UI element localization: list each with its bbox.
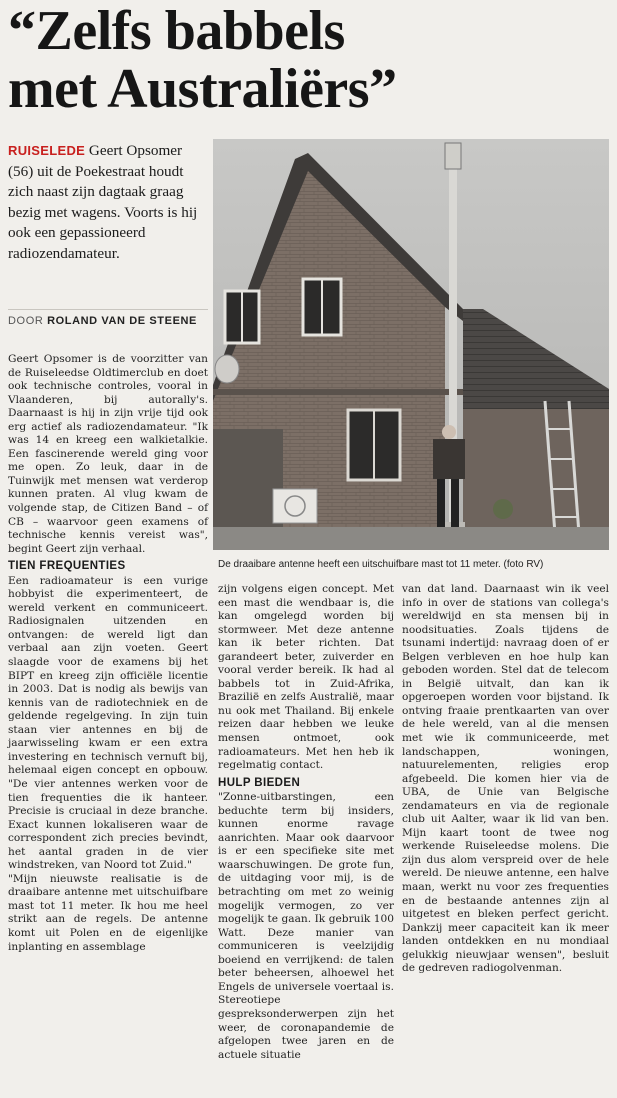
- photo-caption: De draaibare antenne heeft een uitschuifbare mast tot 11 meter. (foto RV): [218, 559, 544, 570]
- subheading-tien-frequenties: TIEN FREQUENTIES: [8, 560, 126, 573]
- col2-paragraph-1: zijn volgens eigen concept. Met een mast die wendbaar is, die kan omgelegd worden bij stormweer. Met deze antenne kan ik beter richten. Dat garandeert beter, zuiverder en vooral verder bereik. Ik had al babbels tot in Zuid-Afrika, Brazilië en zelfs Australië, maar nu ook met Thailand. Bij enkele reizen daar hebben we leuke mensen ontmoet, ook radioamateurs. Met hen heb ik regelmatig contact.: [218, 583, 394, 772]
- col3-paragraph-1: van dat land. Daarnaast win ik veel info in over de stations van collega's wereldwijd en sta mensen bij in noodsituaties. Zoals tijdens de tsunami indertijd: navraag doen of er Belgen verbleven en hoe hulp kan geboden worden. Stel dat de telecom in België uitvalt, dan kan ik opgeroepen worden voor bijstand. Ik ontving fraaie prentkaarten van over de hele wereld, van al die mensen met wie ik communiceerde, met landschappen, woningen, natuurelementen, religies erop afgebeeld. Die komen hier via de UBA, de Unie van Belgische zendamateurs en via de regionale club uit Aalter, waar ik lid van ben. Mijn kaart toont de twee nog werkende Ruiseleedse molens. Die zijn dus alom verspreid over de hele wereld. De nieuwe antenne, een halve maan, werkt nu voor zes frequenties en de bestaande antennes zijn al uitgetest en bleken perfect gericht. Dankzij meer capaciteit kan ik meer landen ontdekken en nu mondiaal gelukkig nieuwjaar wensen", besluit de gedreven radiogolvenman.: [402, 583, 609, 975]
- column-2: [218, 583, 394, 1062]
- house-antenna-photo: [213, 139, 609, 550]
- col2-paragraph-2: "Zonne-uitbarstingen, een beduchte term bij insiders, kunnen enorme ravage aanrichten. Maar ook daarvoor is er een specifieke site met waarschuwingen. De grote fun, de uitdaging voor mij, is de betrachting om met zo weinig mogelijk vermogen, zo ver mogelijk te gaan. Ik gebruik 100 Watt. Deze manier van communiceren is veelzijdig boeiend en verrijkend: de talen beter beheersen, alhoewel het Engels de universele voertaal is. Stereotiepe gespreksonderwerpen zijn het weer, de coronapandemie de afgelopen twee jaren en de actuele situatie: [218, 791, 394, 1061]
- col1-paragraph-1: Geert Opsomer is de voorzitter van de Ruiseleedse Oldtimerclub en doet ook technische controles, vooral in Vlaanderen, bij autorally's. Daarnaast is hij in zijn vrije tijd ook erg actief als radiozendamateur. "Ik was 14 en kreeg een walkietalkie. Een fascinerende wereld ging voor me open. Zo leuk, daar in de Tuinwijk met mensen wat verderop kunnen praten. Al vlug kwam de volgende stap, de Citizen Band – of CB – waarvoor geen examens of technische kennis vereist was", begint Geert zijn verhaal.: [8, 353, 208, 555]
- headline: [8, 2, 613, 118]
- byline-name: ROLAND VAN DE STEENE: [47, 315, 197, 327]
- col1-paragraph-2: Een radioamateur is een vurige hobbyist die experimenteert, de wereld verkent en communiceert. Radiosignalen uitzenden en ontvangen: de wereld ligt dan verbaal aan zijn voeten. Geert slaagde voor de examens bij het BIPT en kreeg zijn officiële licentie in 2003. Dat is nodig als bewijs van kennis van de radiotechniek en de geldende regelgeving. In zijn tuin staan vier antennes en bij de jaarwisseling kwam er een extra investering en technisch vernuft bij, helemaal eigen concept en opbouw. "De vier antennes werken voor de tien frequenties die ik hanteer. Precisie is cruciaal in deze branche. Exact kunnen lokaliseren waar de correspondent zich precies bevindt, het aantal graden in de vier windstreken, van Noord tot Zuid.": [8, 574, 208, 872]
- byline: [8, 309, 208, 329]
- article-photo: [213, 139, 609, 550]
- byline-prefix: DOOR: [8, 315, 44, 327]
- column-1: [8, 353, 208, 954]
- subheading-hulp-bieden: HULP BIEDEN: [218, 776, 301, 789]
- headline-line-1: “Zelfs babbels: [8, 0, 345, 62]
- lead-place: RUISELEDE: [8, 143, 86, 158]
- column-3: [402, 583, 609, 976]
- lead-paragraph: [8, 141, 208, 265]
- lead-text: Geert Opsomer (56) uit de Poekestraat houdt zich naast zijn dagtaak graag bezig met wagens. Voorts is hij ook een gepassioneerd radiozendamateur.: [8, 142, 198, 262]
- col1-paragraph-3: "Mijn nieuwste realisatie is de draaibare antenne met uitschuifbare mast tot 11 meter. Ik hou me heel strikt aan de regels. De antenne komt uit Polen en de eigenlijke inplanting en assemblage: [8, 872, 208, 953]
- headline-line-2: met Australiërs”: [8, 58, 397, 120]
